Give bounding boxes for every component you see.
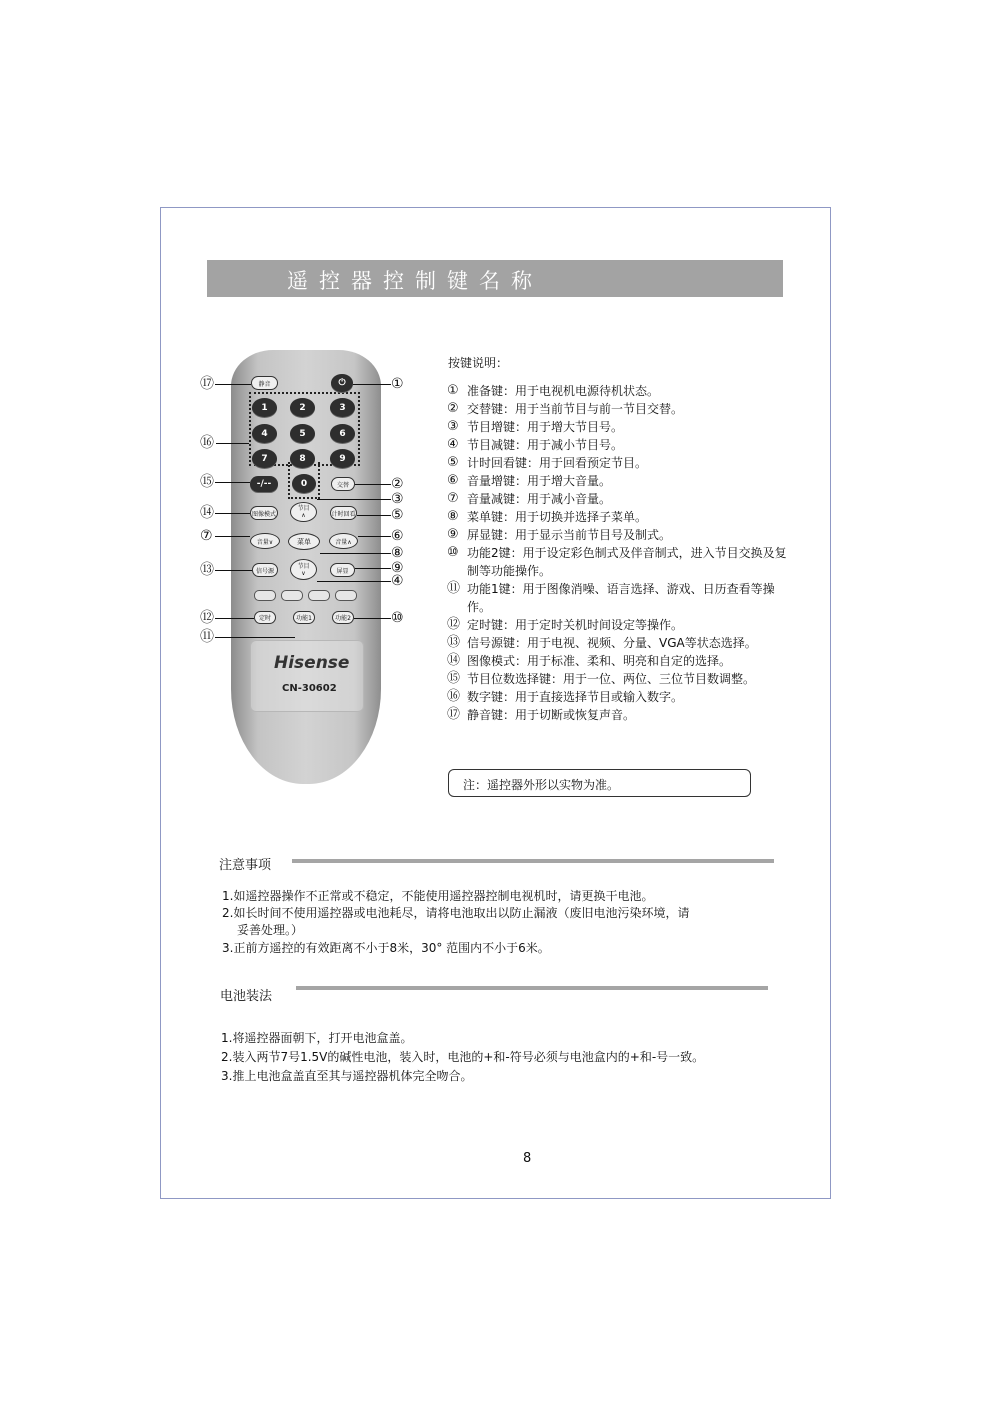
- leader-line-17: [215, 384, 251, 385]
- list-item: ⑮ 节目位数选择键：用于一位、两位、三位节目数调整。: [447, 671, 756, 686]
- leader-line-1: [353, 384, 391, 385]
- timer-button[interactable]: 定时: [254, 611, 276, 624]
- leader-line-11: [215, 637, 295, 638]
- channel-up-button[interactable]: 节目 ∧: [290, 502, 317, 522]
- list-item: ⑦ 音量减键：用于减小音量。: [447, 491, 612, 506]
- digit-6-button[interactable]: 6: [330, 424, 355, 443]
- digit-7-button[interactable]: 7: [252, 449, 277, 468]
- callout-9: ⑨: [391, 560, 404, 576]
- list-item: ⑫ 定时键：用于定时关机时间设定等操作。: [447, 617, 684, 632]
- list-item: ⑬ 信号源键：用于电视、视频、分量、VGA等状态选择。: [447, 635, 757, 650]
- callout-12: ⑫: [200, 610, 214, 626]
- callout-7: ⑦: [200, 528, 213, 544]
- list-item: ⑪ 功能1键：用于图像消噪、语言选择、游戏、日历查看等操作。: [447, 581, 775, 614]
- callout-4: ④: [391, 573, 404, 589]
- digit-mode-button[interactable]: -/--: [250, 476, 278, 492]
- digit-4-button[interactable]: 4: [252, 424, 277, 443]
- power-button[interactable]: ⏻: [331, 374, 353, 392]
- leader-line-15: [215, 482, 250, 483]
- callout-10: ⑩: [391, 610, 404, 626]
- leader-line-8: [320, 553, 391, 554]
- callout-17: ⑰: [200, 376, 214, 392]
- digit-5-button[interactable]: 5: [290, 424, 315, 443]
- battery-heading: 电池装法: [220, 989, 273, 1004]
- battery-step-1: 1.将遥控器面朝下，打开电池盒盖。: [221, 1031, 413, 1045]
- display-button[interactable]: 屏显: [330, 563, 355, 577]
- swap-button[interactable]: 交替: [331, 477, 355, 491]
- precaution-3: 3.正前方遥控的有效距离不小于8米，30° 范围内不小于6米。: [222, 941, 550, 955]
- title-bar: [207, 260, 783, 297]
- list-item: ⑤ 计时回看键：用于回看预定节目。: [447, 455, 648, 470]
- leader-line-2: [355, 484, 391, 485]
- leader-line-7: [215, 536, 250, 537]
- precautions-heading: 注意事项: [219, 858, 272, 873]
- callout-1: ①: [391, 376, 404, 392]
- timer-review-button[interactable]: 计时回看: [330, 506, 357, 520]
- model-number: CN-30602: [282, 683, 337, 694]
- menu-button[interactable]: 菜单: [288, 533, 320, 550]
- digit-3-button[interactable]: 3: [330, 398, 355, 417]
- leader-line-4: [317, 581, 391, 582]
- precaution-1: 1.如遥控器操作不正常或不稳定，不能使用遥控器控制电视机时，请更换干电池。: [222, 889, 654, 903]
- list-item: ⑩ 功能2键：用于设定彩色制式及伴音制式，进入节目交换及复制等功能操作。: [447, 545, 787, 578]
- volume-up-button[interactable]: 音量∧: [329, 533, 358, 549]
- page-number: 8: [523, 1151, 532, 1166]
- list-item: ⑰ 静音键：用于切断或恢复声音。: [447, 707, 636, 722]
- list-item: ⑧ 菜单键：用于切换并选择子菜单。: [447, 509, 648, 524]
- list-item: ④ 节目减键：用于减小节目号。: [447, 437, 624, 452]
- picture-mode-button[interactable]: 图像模式: [250, 506, 278, 520]
- function1-button[interactable]: 功能1: [293, 611, 315, 624]
- callout-2: ②: [391, 476, 404, 492]
- remote-label-panel: [250, 640, 364, 712]
- battery-step-3: 3.推上电池盒盖直至其与遥控器机体完全吻合。: [221, 1069, 473, 1083]
- digit-8-button[interactable]: 8: [290, 449, 315, 468]
- color-button-3[interactable]: [308, 590, 330, 601]
- digit-0-button[interactable]: 0: [292, 474, 316, 493]
- callout-8: ⑧: [391, 545, 404, 561]
- list-item: ① 准备键：用于电视机电源待机状态。: [447, 383, 660, 398]
- channel-down-button[interactable]: 节目 ∨: [290, 559, 317, 580]
- callout-3: ③: [391, 491, 404, 507]
- digit-9-button[interactable]: 9: [330, 449, 355, 468]
- callout-11: ⑪: [200, 629, 214, 645]
- callout-16: ⑯: [200, 435, 214, 451]
- list-item: ⑨ 屏显键：用于显示当前节目号及制式。: [447, 527, 672, 542]
- volume-down-button[interactable]: 音量∨: [250, 533, 280, 549]
- color-button-4[interactable]: [335, 590, 357, 601]
- battery-step-2: 2.装入两节7号1.5V的碱性电池，装入时，电池的+和-符号必须与电池盒内的+和-号一致。: [221, 1050, 705, 1064]
- list-item: ② 交替键：用于当前节目与前一节目交替。: [447, 401, 684, 416]
- callout-5: ⑤: [391, 507, 404, 523]
- leader-line-5: [357, 515, 391, 516]
- leader-line-6: [358, 536, 391, 537]
- list-item: ⑭ 图像模式：用于标准、柔和、明亮和自定的选择。: [447, 653, 732, 668]
- callout-13: ⑬: [200, 562, 214, 578]
- battery-rule: [296, 986, 768, 990]
- list-item: ⑥ 音量增键：用于增大音量。: [447, 473, 612, 488]
- brand-logo: Hisense: [274, 653, 350, 673]
- note-box: 注：遥控器外形以实物为准。: [448, 769, 751, 797]
- digit-1-button[interactable]: 1: [252, 398, 277, 417]
- digit-2-button[interactable]: 2: [290, 398, 315, 417]
- list-item: ⑯ 数字键：用于直接选择节目或输入数字。: [447, 689, 684, 704]
- precaution-2-cont: 妥善处理。）: [237, 923, 304, 937]
- signal-source-button[interactable]: 信号源: [252, 563, 278, 577]
- precaution-2: 2.如长时间不使用遥控器或电池耗尽，请将电池取出以防止漏液（废旧电池污染环境，请: [222, 906, 690, 920]
- leader-line-3: [317, 499, 391, 500]
- color-button-1[interactable]: [254, 590, 276, 601]
- leader-line-14: [215, 513, 250, 514]
- leader-line-10: [354, 618, 391, 619]
- list-item: ③ 节目增键：用于增大节目号。: [447, 419, 624, 434]
- page-title: 遥控器控制键名称: [287, 269, 543, 293]
- key-description-title: 按键说明：: [448, 356, 509, 370]
- mute-button[interactable]: 静音: [251, 376, 278, 390]
- leader-line-9: [355, 568, 391, 569]
- callout-6: ⑥: [391, 528, 404, 544]
- key-description-list: [447, 382, 787, 724]
- leader-line-12: [215, 618, 254, 619]
- leader-line-16: [216, 443, 249, 444]
- color-button-2[interactable]: [281, 590, 303, 601]
- leader-line-13: [215, 570, 252, 571]
- precautions-rule: [292, 859, 774, 863]
- callout-15: ⑮: [200, 474, 214, 490]
- callout-14: ⑭: [200, 505, 214, 521]
- function2-button[interactable]: 功能2: [332, 611, 354, 624]
